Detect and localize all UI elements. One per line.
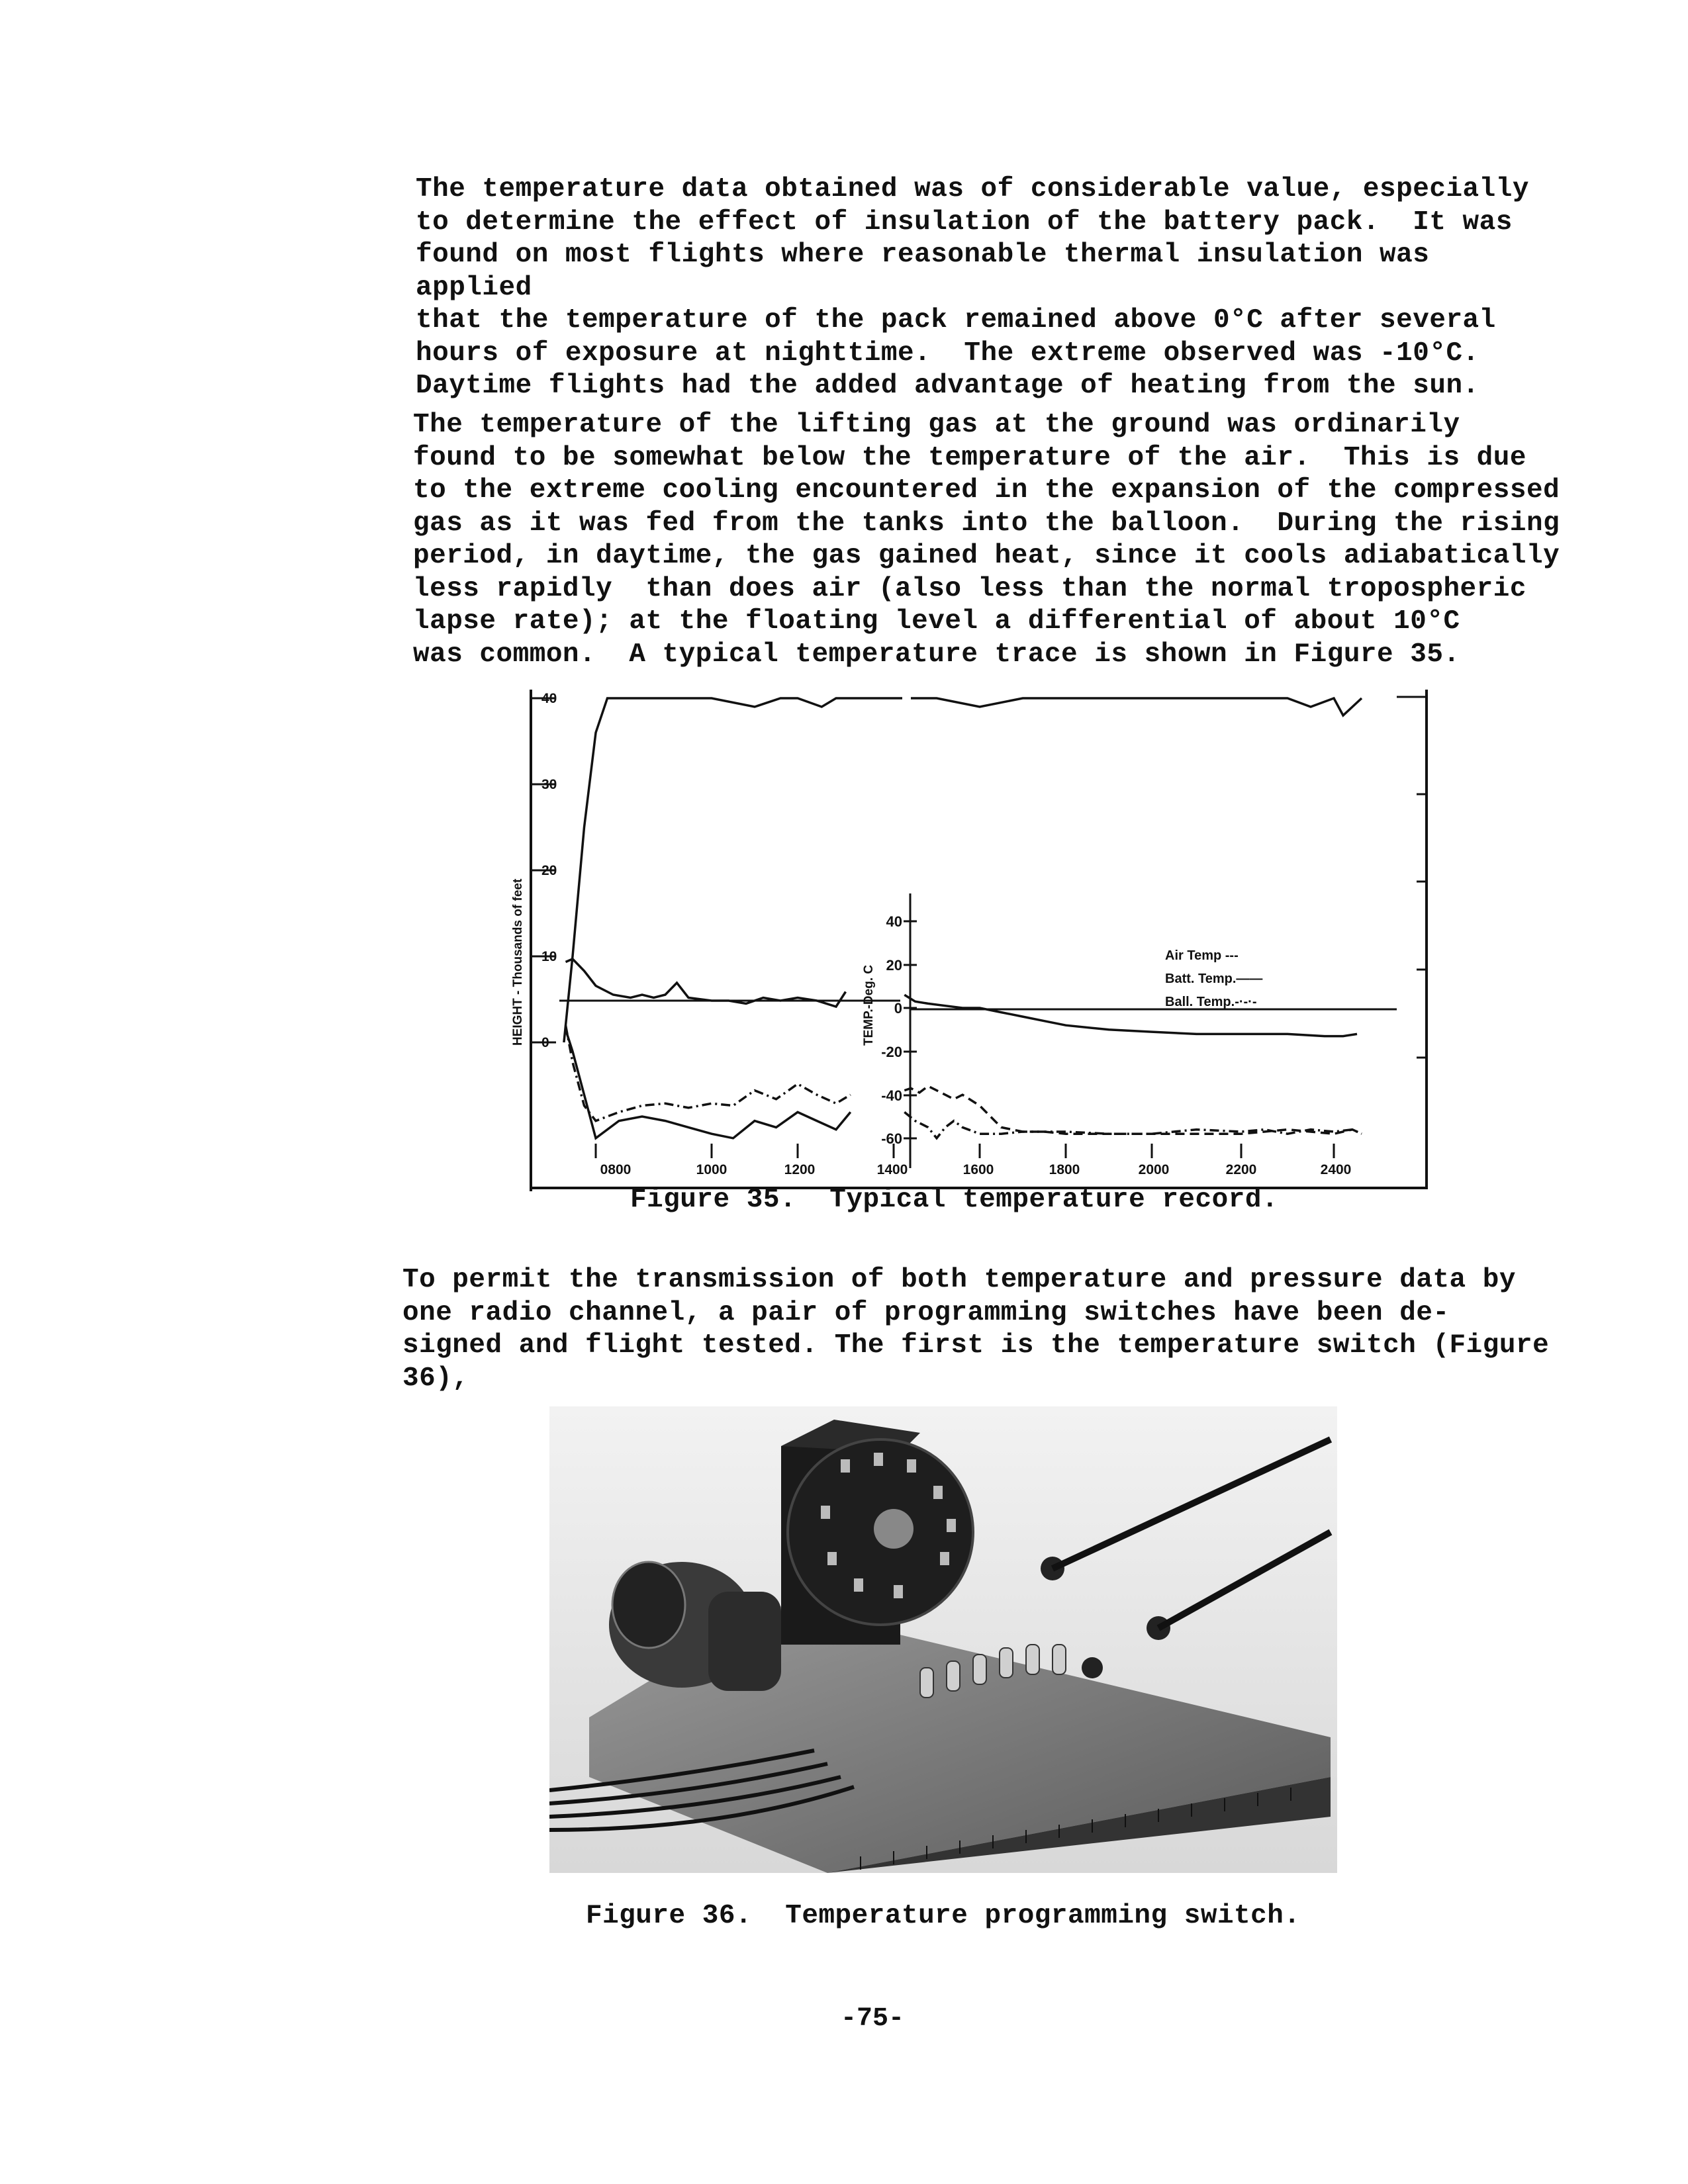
figure-35-caption: Figure 35. Typical temperature record. xyxy=(630,1185,1279,1215)
motor-face xyxy=(612,1562,685,1648)
figure-35-chart xyxy=(503,675,1443,1191)
series-line-4 xyxy=(904,1086,1362,1134)
height-tick-40: 40 xyxy=(541,691,557,706)
height-tick-20: 20 xyxy=(541,863,557,878)
switch-hub xyxy=(874,1509,914,1549)
series-layer xyxy=(564,698,1362,1138)
legend-air-temp: Air Temp --- xyxy=(1165,948,1239,963)
height-axis-label: HEIGHT - Thousands of feet xyxy=(511,878,525,1046)
legend-batt-temp: Batt. Temp.—— xyxy=(1165,972,1263,986)
series-line-1 xyxy=(911,698,1362,715)
x-tick-1600: 1600 xyxy=(962,1162,994,1177)
height-tick-10: 10 xyxy=(541,949,557,964)
temp-axis-labels xyxy=(881,913,902,1147)
series-line-0 xyxy=(564,698,902,1042)
binding-post-3 xyxy=(1082,1657,1103,1678)
height-tick-0: 0 xyxy=(541,1035,549,1050)
figure-36-photo xyxy=(549,1406,1337,1873)
height-tick-30: 30 xyxy=(541,777,557,792)
x-tick-2000: 2000 xyxy=(1138,1162,1170,1177)
paragraph-2: The temperature of the lifting gas at the ground was ordinarily found to be somewhat below the temperature of the air. This is due to the extreme cooling encountered in the expansion of the compressed gas as it was fed from the tanks into the balloon. During the rising period, in daytime, the gas gained heat, since it cools adiabatically less rapidly than does air (also less than the normal tropospheric lapse rate); at the floating level a differential of about 10°C was common. A typical temperature trace is shown in Figure 35. xyxy=(413,410,1560,670)
x-axis-labels xyxy=(600,1162,1352,1177)
series-line-2 xyxy=(566,959,846,1007)
x-tick-1200: 1200 xyxy=(784,1162,816,1177)
figure-36-caption: Figure 36. Temperature programming switch. xyxy=(586,1901,1301,1931)
page-number: -75- xyxy=(841,2004,905,2034)
temp-axis-label: TEMP.-Deg. C xyxy=(862,964,876,1046)
paragraph-3: To permit the transmission of both temperature and pressure data by one radio channel, a pair of programming switches have been de- signed and flight tested. The first is the temperature switch (Figure 36), xyxy=(402,1265,1550,1394)
temp-tick-0: 0 xyxy=(894,1000,902,1017)
x-tick-1400: 1400 xyxy=(876,1162,908,1177)
temp-tick-m60: -60 xyxy=(881,1130,902,1147)
right-ticks xyxy=(1417,794,1427,1058)
temp-tick-m40: -40 xyxy=(881,1087,902,1104)
x-tick-0800: 0800 xyxy=(600,1162,632,1177)
temp-tick-20: 20 xyxy=(886,957,902,974)
height-axis-labels xyxy=(541,691,557,1050)
x-tick-2200: 2200 xyxy=(1225,1162,1257,1177)
paragraph-1: The temperature data obtained was of considerable value, especially to determine the effect of insulation of the battery pack. It was found on most flights where reasonable thermal insulation was applied that the temperature of the pack remained above 0°C after several hours of exposure at nighttime. The extreme observed was -10°C. Daytime flights had the added advantage of heating from the sun. xyxy=(416,174,1529,401)
chart-frame xyxy=(531,690,1427,1191)
x-axis-ticks xyxy=(596,1144,1334,1158)
motor-coil xyxy=(708,1592,781,1691)
temp-tick-40: 40 xyxy=(886,913,902,930)
x-tick-2400: 2400 xyxy=(1320,1162,1352,1177)
temp-tick-m20: -20 xyxy=(881,1044,902,1060)
x-tick-1800: 1800 xyxy=(1049,1162,1080,1177)
x-tick-1000: 1000 xyxy=(696,1162,727,1177)
series-line-7 xyxy=(566,1025,851,1120)
series-line-6 xyxy=(566,1030,851,1138)
legend-ball-temp: Ball. Temp.-·-·- xyxy=(1165,995,1257,1009)
chart-legend xyxy=(1165,948,1262,1009)
series-line-3 xyxy=(904,995,1357,1036)
